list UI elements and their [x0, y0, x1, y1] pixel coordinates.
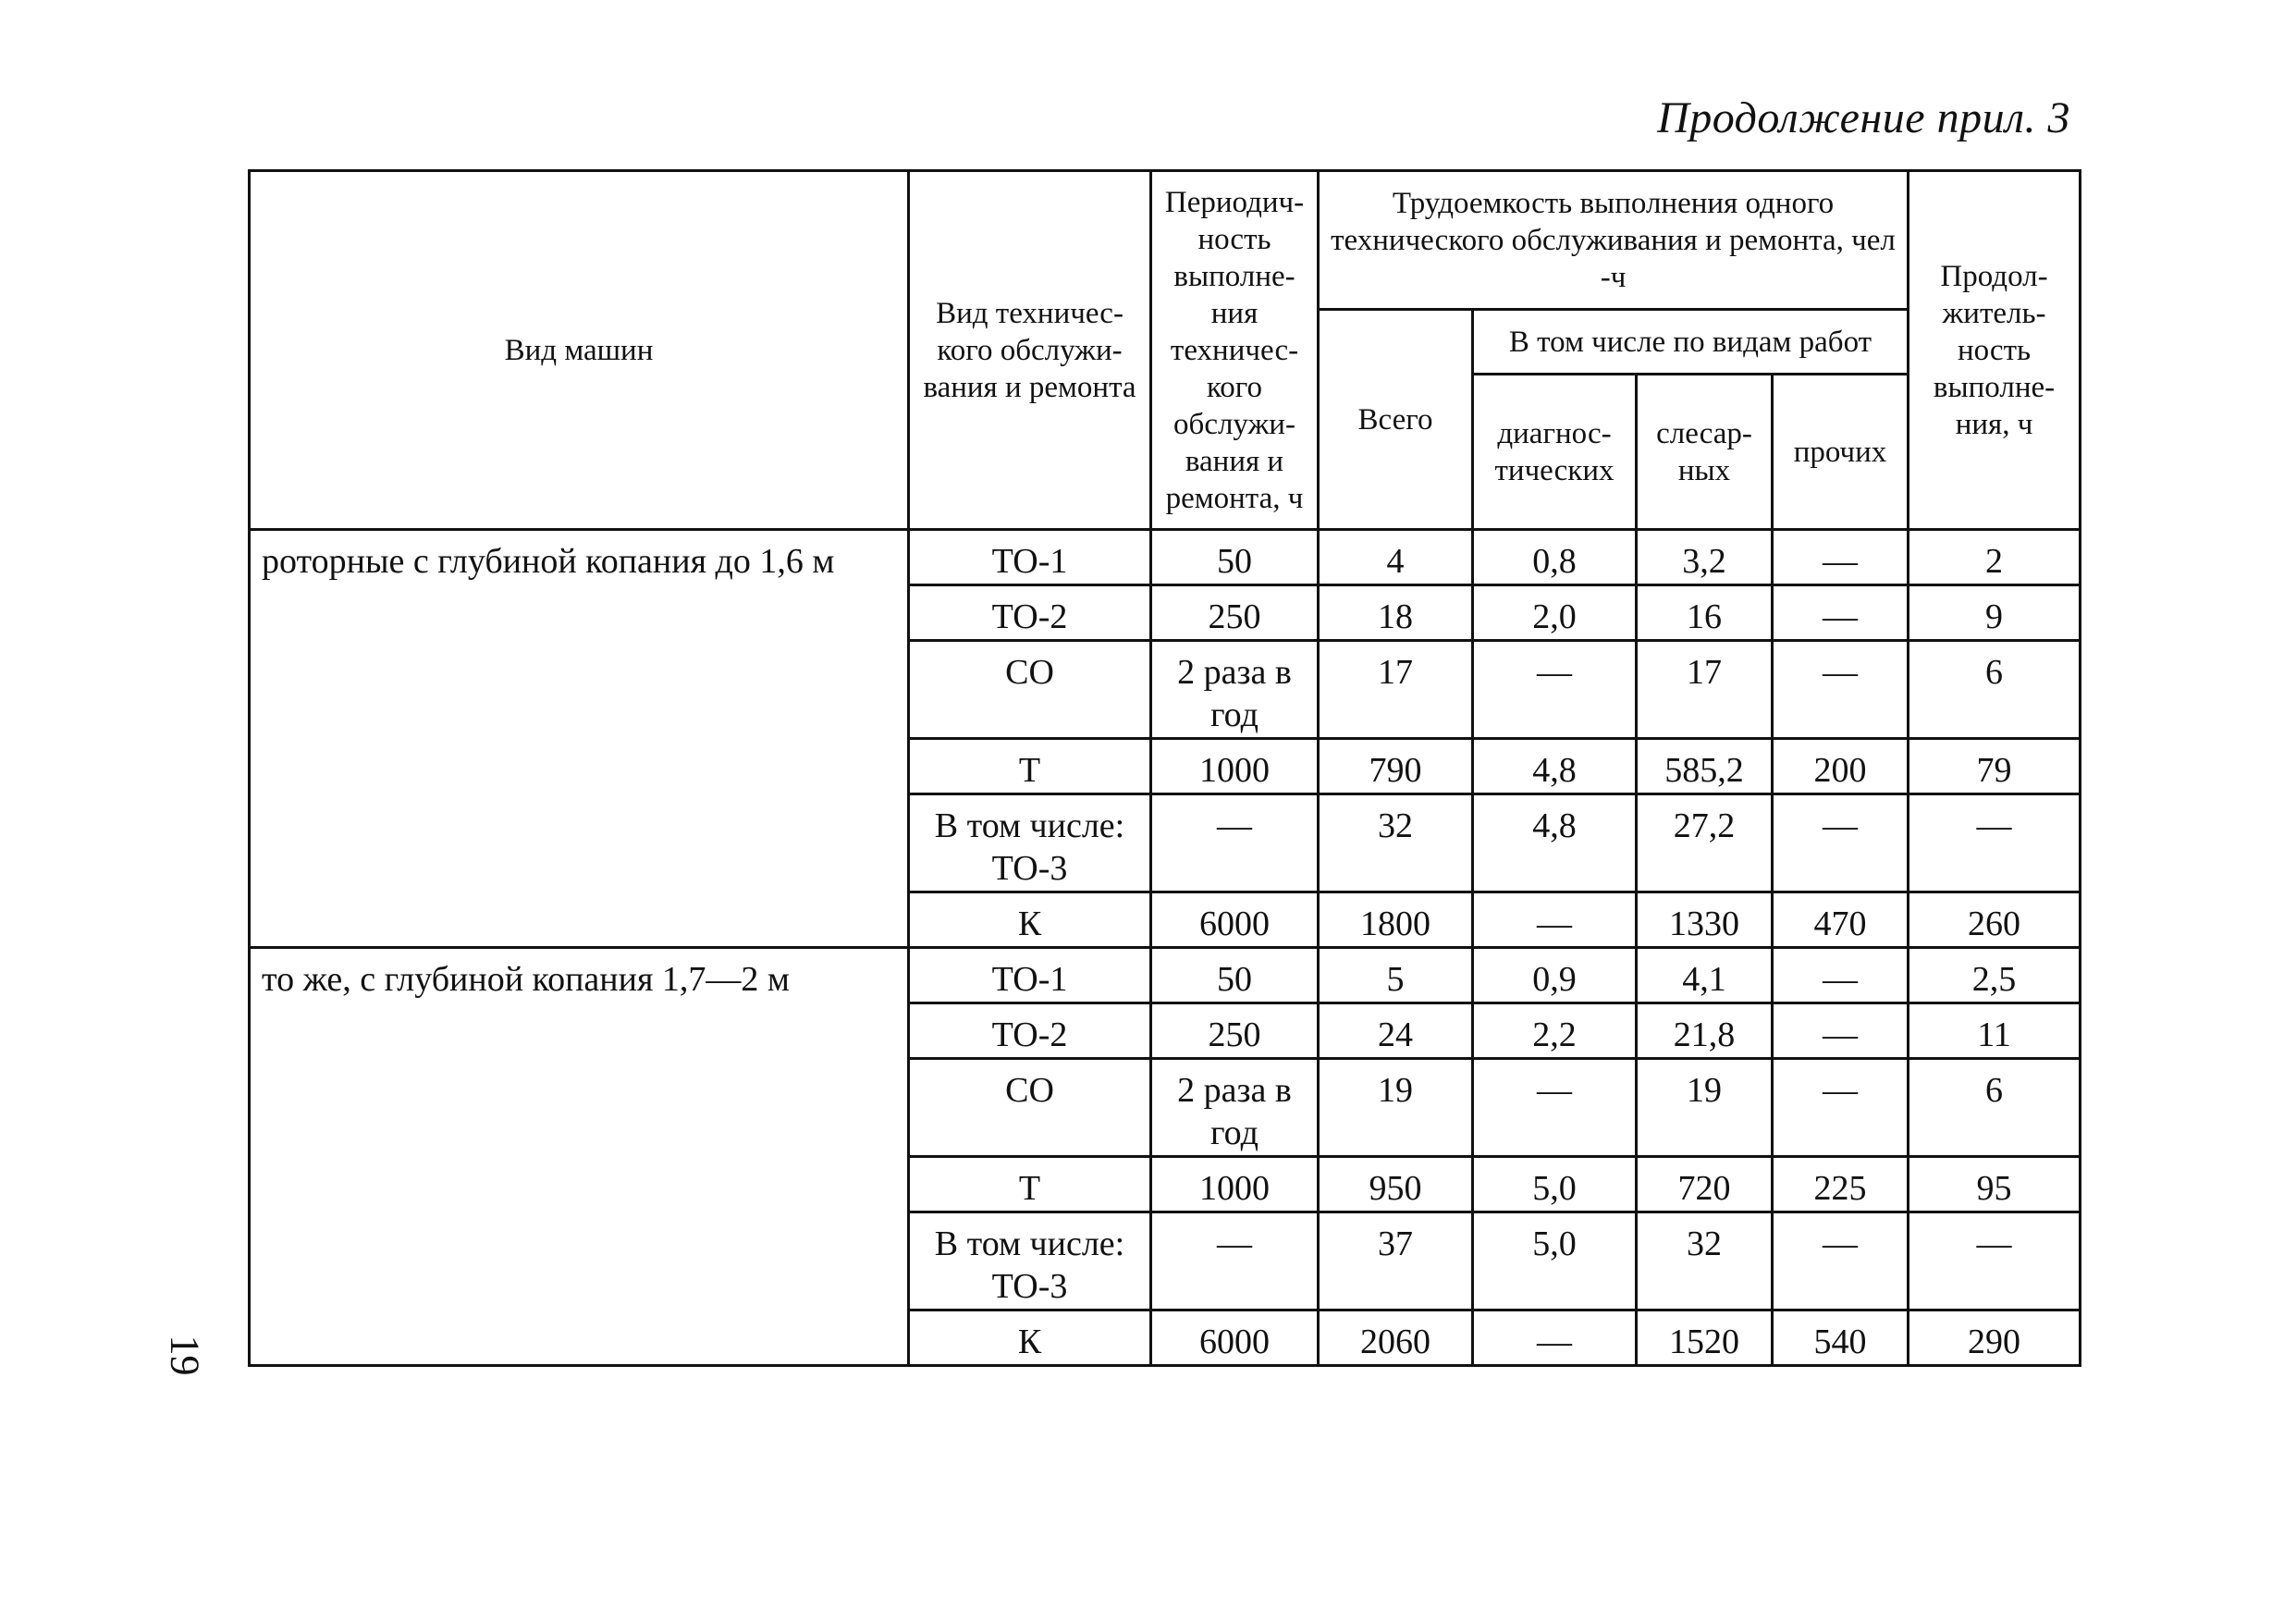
cell-locksmith: 1330 — [1637, 892, 1773, 948]
cell-service: СО — [909, 641, 1151, 739]
cell-service: К — [909, 892, 1151, 948]
cell-periodicity: 1000 — [1151, 739, 1319, 794]
cell-other: — — [1773, 948, 1909, 1003]
cell-diagnostic: 2,0 — [1473, 585, 1637, 641]
cell-service: ТО-1 — [909, 948, 1151, 1003]
cell-duration: 95 — [1909, 1157, 2081, 1212]
cell-diagnostic: 5,0 — [1473, 1157, 1637, 1212]
cell-periodicity: — — [1151, 794, 1319, 892]
cell-duration: 2 — [1909, 530, 2081, 585]
cell-diagnostic: — — [1473, 1310, 1637, 1366]
cell-other: — — [1773, 641, 1909, 739]
cell-total: 37 — [1319, 1212, 1473, 1310]
maintenance-table — [248, 169, 2081, 1367]
cell-duration: 11 — [1909, 1003, 2081, 1059]
cell-duration: 2,5 — [1909, 948, 2081, 1003]
cell-duration: 9 — [1909, 585, 2081, 641]
cell-service: К — [909, 1310, 1151, 1366]
cell-machine-type: роторные с глубиной копания до 1,6 м — [250, 530, 909, 948]
cell-diagnostic: 0,9 — [1473, 948, 1637, 1003]
cell-diagnostic: 0,8 — [1473, 530, 1637, 585]
header-service-type: Вид техничес-кого обслужи-вания и ремонта — [909, 171, 1151, 530]
header-diagnostic: диагнос-тических — [1473, 375, 1637, 530]
page-caption: Продолжение прил. 3 — [1657, 93, 2070, 142]
cell-locksmith: 27,2 — [1637, 794, 1773, 892]
cell-diagnostic: — — [1473, 892, 1637, 948]
cell-periodicity: — — [1151, 1212, 1319, 1310]
cell-service: ТО-1 — [909, 530, 1151, 585]
cell-locksmith: 4,1 — [1637, 948, 1773, 1003]
cell-periodicity: 50 — [1151, 530, 1319, 585]
cell-other: — — [1773, 530, 1909, 585]
cell-duration: — — [1909, 794, 2081, 892]
cell-service: ТО-2 — [909, 1003, 1151, 1059]
cell-other: 225 — [1773, 1157, 1909, 1212]
table-body — [250, 530, 2081, 1366]
cell-total: 19 — [1319, 1059, 1473, 1157]
cell-duration: — — [1909, 1212, 2081, 1310]
cell-periodicity: 6000 — [1151, 892, 1319, 948]
cell-total: 4 — [1319, 530, 1473, 585]
cell-other: — — [1773, 1212, 1909, 1310]
cell-locksmith: 32 — [1637, 1212, 1773, 1310]
cell-periodicity: 50 — [1151, 948, 1319, 1003]
cell-other: — — [1773, 585, 1909, 641]
cell-service: СО — [909, 1059, 1151, 1157]
cell-total: 5 — [1319, 948, 1473, 1003]
cell-other: 200 — [1773, 739, 1909, 794]
cell-total: 950 — [1319, 1157, 1473, 1212]
cell-total: 17 — [1319, 641, 1473, 739]
cell-diagnostic: 2,2 — [1473, 1003, 1637, 1059]
cell-total: 790 — [1319, 739, 1473, 794]
header-by-work-types: В том числе по видам работ — [1473, 310, 1909, 375]
cell-diagnostic: — — [1473, 641, 1637, 739]
cell-locksmith: 16 — [1637, 585, 1773, 641]
cell-locksmith: 720 — [1637, 1157, 1773, 1212]
cell-service: В том числе: ТО-3 — [909, 794, 1151, 892]
cell-total: 24 — [1319, 1003, 1473, 1059]
cell-locksmith: 585,2 — [1637, 739, 1773, 794]
table-row — [250, 530, 2081, 585]
cell-other: — — [1773, 794, 1909, 892]
page-number: 19 — [162, 1335, 208, 1376]
cell-other: 470 — [1773, 892, 1909, 948]
cell-total: 18 — [1319, 585, 1473, 641]
cell-periodicity: 1000 — [1151, 1157, 1319, 1212]
table-row — [250, 948, 2081, 1003]
cell-locksmith: 19 — [1637, 1059, 1773, 1157]
cell-duration: 6 — [1909, 1059, 2081, 1157]
cell-locksmith: 17 — [1637, 641, 1773, 739]
cell-locksmith: 3,2 — [1637, 530, 1773, 585]
cell-periodicity: 250 — [1151, 585, 1319, 641]
cell-total: 2060 — [1319, 1310, 1473, 1366]
cell-service: ТО-2 — [909, 585, 1151, 641]
cell-service: Т — [909, 1157, 1151, 1212]
cell-other: — — [1773, 1059, 1909, 1157]
cell-diagnostic: 4,8 — [1473, 739, 1637, 794]
cell-periodicity: 250 — [1151, 1003, 1319, 1059]
cell-total: 1800 — [1319, 892, 1473, 948]
cell-service: Т — [909, 739, 1151, 794]
cell-duration: 6 — [1909, 641, 2081, 739]
cell-locksmith: 21,8 — [1637, 1003, 1773, 1059]
header-other: прочих — [1773, 375, 1909, 530]
cell-locksmith: 1520 — [1637, 1310, 1773, 1366]
header-total: Всего — [1319, 310, 1473, 530]
cell-other: 540 — [1773, 1310, 1909, 1366]
cell-service: В том числе: ТО-3 — [909, 1212, 1151, 1310]
header-periodicity: Периодич-ность выполне-ния техничес-кого обслужи-вания и ремонта, ч — [1151, 171, 1319, 530]
cell-periodicity: 6000 — [1151, 1310, 1319, 1366]
header-machine-type: Вид машин — [250, 171, 909, 530]
cell-total: 32 — [1319, 794, 1473, 892]
cell-machine-type: то же, с глубиной копания 1,7—2 м — [250, 948, 909, 1366]
header-labor-group: Трудоемкость выполнения одного технического обслуживания и ремонта, чел -ч — [1319, 171, 1909, 310]
cell-other: — — [1773, 1003, 1909, 1059]
cell-periodicity: 2 раза в год — [1151, 641, 1319, 739]
header-locksmith: слесар-ных — [1637, 375, 1773, 530]
cell-duration: 79 — [1909, 739, 2081, 794]
header-duration: Продол-житель-ность выполне-ния, ч — [1909, 171, 2081, 530]
cell-periodicity: 2 раза в год — [1151, 1059, 1319, 1157]
cell-duration: 260 — [1909, 892, 2081, 948]
cell-duration: 290 — [1909, 1310, 2081, 1366]
cell-diagnostic: 4,8 — [1473, 794, 1637, 892]
cell-diagnostic: 5,0 — [1473, 1212, 1637, 1310]
cell-diagnostic: — — [1473, 1059, 1637, 1157]
